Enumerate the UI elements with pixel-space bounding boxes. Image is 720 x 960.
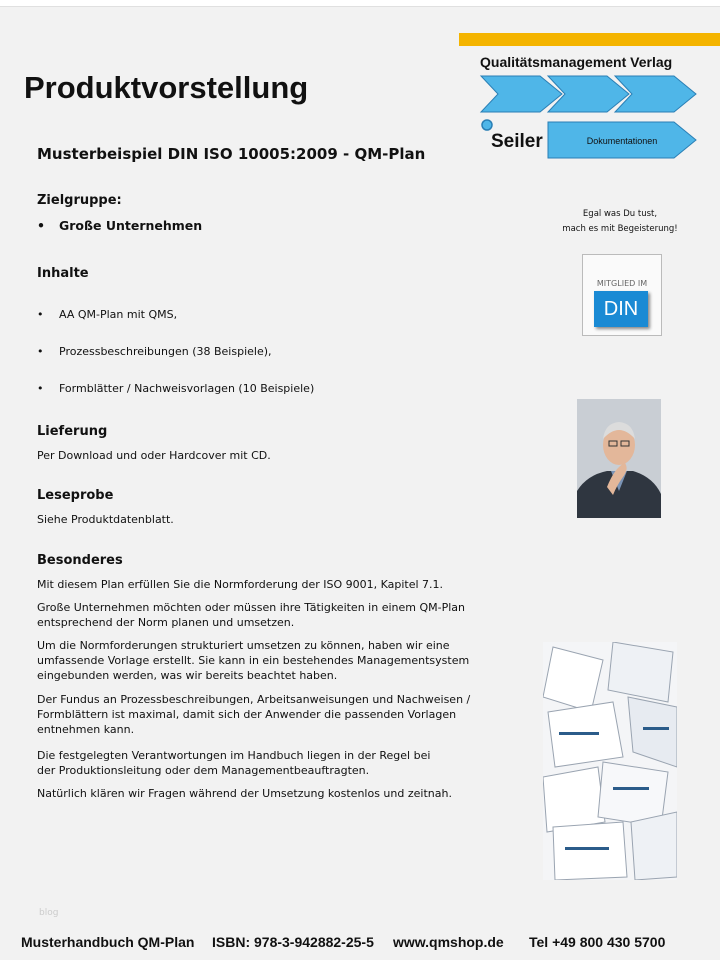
lieferung-text: Per Download und oder Hardcover mit CD. xyxy=(37,449,271,462)
top-border xyxy=(0,0,720,7)
zielgruppe-heading: Zielgruppe: xyxy=(37,193,122,208)
footer-product: Musterhandbuch QM-Plan xyxy=(21,934,195,950)
zielgruppe-item: • Große Unternehmen xyxy=(37,218,720,233)
inhalte-item: • Prozessbeschreibungen (38 Beispiele), xyxy=(37,344,720,359)
seiler-logo-text: Seiler xyxy=(491,131,543,152)
inhalte-item: • Formblätter / Nachweisvorlagen (10 Beispiele) xyxy=(37,381,720,396)
din-logo: DIN xyxy=(594,291,648,327)
watermark-text: blog xyxy=(39,908,59,918)
besonderes-paragraph: Um die Normforderungen strukturiert umsetzen zu können, haben wir eine umfassende Vorlage erstellt. Sie kann in ein bestehendes Managementsystem eingebunden werden, was wir bereits beachtet haben. xyxy=(37,639,470,682)
footer-phone: Tel +49 800 430 5700 xyxy=(529,934,666,950)
besonderes-paragraph: Große Unternehmen möchten oder müssen ihre Tätigkeiten in einem QM-Plan entsprechend der Norm planen und umsetzen. xyxy=(37,601,465,629)
besonderes-paragraph: Der Fundus an Prozessbeschreibungen, Arbeitsanweisungen und Nachweisen / Formblättern ist maximal, damit sich der Anwender die passenden Vorlagen entnehmen kann. xyxy=(37,693,471,736)
books-collage-image xyxy=(543,642,677,880)
leseprobe-text: Siehe Produktdatenblatt. xyxy=(37,513,174,526)
footer-website[interactable]: www.qmshop.de xyxy=(393,934,504,950)
footer xyxy=(0,930,720,960)
seiler-logo-icon xyxy=(482,120,492,130)
din-member-badge xyxy=(582,254,662,336)
besonderes-paragraph: Mit diesem Plan erfüllen Sie die Normforderung der ISO 9001, Kapitel 7.1. xyxy=(37,578,444,591)
besonderes-heading: Besonderes xyxy=(37,553,123,568)
document-subtitle: Musterbeispiel DIN ISO 10005:2009 - QM-Plan xyxy=(37,145,426,163)
tagline-line-1: Egal was Du tust, xyxy=(582,209,658,219)
din-member-label: MITGLIED IM xyxy=(596,279,648,288)
author-photo xyxy=(577,399,661,518)
page-title: Produktvorstellung xyxy=(24,70,309,105)
process-arrows-graphic xyxy=(478,72,700,162)
footer-isbn: ISBN: 978-3-942882-25-5 xyxy=(212,934,374,950)
inhalte-item: • AA QM-Plan mit QMS, xyxy=(37,307,720,322)
tagline-line-2: mach es mit Begeisterung! xyxy=(562,224,678,234)
author-photo-illustration xyxy=(577,399,661,518)
books-collage-illustration xyxy=(543,642,677,880)
lieferung-heading: Lieferung xyxy=(37,424,108,439)
leseprobe-heading: Leseprobe xyxy=(37,488,114,503)
besonderes-paragraph: Die festgelegten Verantwortungen im Handbuch liegen in der Regel bei der Produktionsleitung oder dem Managementbeauftragten. xyxy=(37,749,431,777)
inhalte-heading: Inhalte xyxy=(37,266,89,281)
accent-bar xyxy=(459,33,720,46)
besonderes-paragraph: Natürlich klären wir Fragen während der Umsetzung kostenlos und zeitnah. xyxy=(37,787,452,800)
publisher-name: Qualitätsmanagement Verlag xyxy=(480,54,673,70)
tagline xyxy=(555,207,685,237)
process-arrow-1 xyxy=(481,76,562,112)
documentation-arrow-label: Dokumentationen xyxy=(586,136,658,146)
